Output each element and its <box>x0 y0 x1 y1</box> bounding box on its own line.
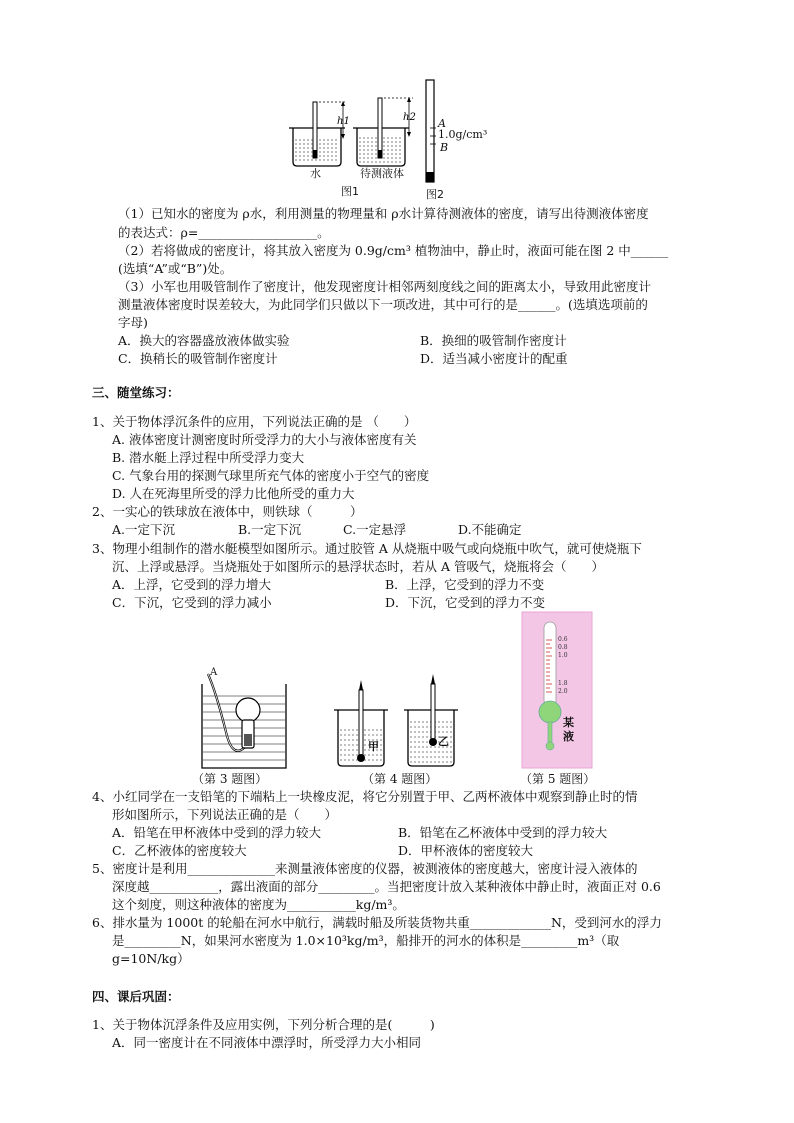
s3-q4-line-1: 4、小红同学在一支铅笔的下端粘上一块橡皮泥，将它分别置于甲、乙两杯液体中观察到静止时的情 <box>92 789 638 804</box>
s3-q1-option-c: C. 气象台用的探测气球里所充气体的密度小于空气的密度 <box>112 468 430 483</box>
s3-q5-line-1: 5、密度计是利用______________来测量液体密度的仪器，被测液体的密度越大，密度计浸入液体的 <box>92 861 638 876</box>
s3-q1-option-d: D. 人在死海里所受的浮力比他所受的重力大 <box>112 486 355 501</box>
s3-q3-option-c: C．下沉，它受到的浮力减小 <box>112 595 272 610</box>
prev-q-line-6: 测量液体密度时误差较大，为此同学们只做以下一项改进，其中可行的是______。(选填选项前的 <box>118 297 648 312</box>
s4-q1: 1、关于物体沉浮条件及应用实例，下列分析合理的是( ) <box>92 1017 435 1032</box>
s3-q2-option-c: C.一定悬浮 <box>343 522 407 537</box>
h1-label: h1 <box>337 116 350 127</box>
fig1-caption: 图1 <box>341 185 359 198</box>
prev-q-line-7: 字母) <box>118 315 148 330</box>
s3-q6-line-2: 是_________N，如果河水密度为 1.0×10³kg/m³，船排开的河水的体积是_________m³（取 <box>112 933 620 948</box>
s3-q3-option-b: B．上浮，它受到的浮力不变 <box>385 577 545 592</box>
s3-q6-line-1: 6、排水量为 1000t 的轮船在河水中航行，满载时船及所装货物共重_____________N，受到河水的浮力 <box>92 915 662 930</box>
s3-q4-option-a: A．铅笔在甲杯液体中受到的浮力较大 <box>112 825 322 840</box>
prev-q-option-b: B．换细的吸管制作密度计 <box>420 333 567 348</box>
figure-q3-submarine-model <box>196 662 296 772</box>
prev-q-line-2: 的表达式：ρ=___________________。 <box>118 225 330 240</box>
s4-q1-option-a: A．同一密度计在不同液体中漂浮时，所受浮力大小相同 <box>112 1035 422 1050</box>
fig2-value: 1.0g/cm³ <box>438 128 488 141</box>
fig5-liquid-label-2: 液 <box>563 730 574 743</box>
s3-q4-option-d: D．甲杯液体的密度较大 <box>398 843 534 858</box>
fig3-tube-label: A <box>210 667 218 678</box>
s3-q4-option-b: B．铅笔在乙杯液体中受到的浮力较大 <box>398 825 608 840</box>
fig2-mark-b: B <box>440 141 449 154</box>
fig5-tick-18: 1.8 <box>558 680 568 687</box>
s3-q3-option-a: A．上浮，它受到的浮力增大 <box>112 577 272 592</box>
fig5-tick-20: 2.0 <box>558 688 568 695</box>
prev-q-line-3: （2）若将做成的密度计，将其放入密度为 0.9g/cm³ 植物油中，静止时，液面可能在图 2 中______ <box>118 243 669 258</box>
fig2-caption: 图2 <box>426 188 444 201</box>
prev-q-option-d: D．适当减小密度计的配重 <box>420 351 568 366</box>
fig5-tick-06: 0.6 <box>558 636 568 643</box>
fig5-tick-10: 1.0 <box>558 652 568 659</box>
s3-q4-option-c: C．乙杯液体的密度较大 <box>112 843 247 858</box>
s3-q3-line-1: 3、物理小组制作的潜水艇模型如图所示。通过胶管 A 从烧瓶中吸气或向烧瓶中吹气，就可使烧瓶下 <box>92 541 642 556</box>
fig4-caption: （第 4 题图） <box>362 772 438 786</box>
prev-q-option-a: A．换大的容器盛放液体做实验 <box>118 333 290 348</box>
s3-q2-option-a: A.一定下沉 <box>112 522 176 537</box>
prev-q-line-1: （1）已知水的密度为 ρ水，利用测量的物理量和 ρ水计算待测液体的密度，请写出待测液体密度 <box>118 206 649 221</box>
s3-q2-option-d: D.不能确定 <box>458 522 522 537</box>
figure-1-beakers <box>285 80 425 198</box>
beaker-jia <box>334 680 388 766</box>
prev-q-option-c: C．换稍长的吸管制作密度计 <box>118 351 278 366</box>
beaker-yi <box>404 674 458 766</box>
prev-q-line-4: (选填“A”或“B”)处。 <box>118 261 233 276</box>
s3-q4-line-2: 形如图所示，下列说法正确的是（ ） <box>112 807 338 822</box>
fig1-test-liquid-label: 待测液体 <box>360 167 404 180</box>
s3-q1-option-b: B. 潜水艇上浮过程中所受浮力变大 <box>112 450 305 465</box>
s3-q2-option-b: B.一定下沉 <box>238 522 302 537</box>
h2-label: h2 <box>403 112 416 123</box>
fig4-yi-label: 乙 <box>438 735 449 748</box>
s3-q1: 1、关于物体浮沉条件的应用，下列说法正确的是 （ ） <box>92 414 417 429</box>
s3-q3-line-2: 沉、上浮或悬浮。当烧瓶处于如图所示的悬浮状态时，若从 A 管吸气，烧瓶将会（ ） <box>112 559 604 574</box>
fig2-mark-a: A <box>438 117 446 130</box>
fig5-tick-08: 0.8 <box>558 644 568 651</box>
beaker-water <box>289 101 347 166</box>
section-4-title: 四、课后巩固： <box>92 989 180 1004</box>
s3-q5-line-3: 这个刻度，则这种液体的密度为___________kg/m³。 <box>112 897 405 912</box>
figure-q4-pencils <box>330 670 470 770</box>
fig1-water-label: 水 <box>310 167 321 180</box>
fig4-jia-label: 甲 <box>368 740 379 753</box>
beaker-test-liquid <box>353 97 413 166</box>
fig5-caption: （第 5 题图） <box>520 772 596 786</box>
s3-q5-line-2: 深度越___________，露出液面的部分_________。当把密度计放入某种液体中静止时，液面正对 0.6 <box>112 879 661 894</box>
section-3-title: 三、随堂练习： <box>92 385 180 400</box>
s3-q3-option-d: D．下沉，它受到的浮力不变 <box>385 595 546 610</box>
fig3-caption: （第 3 题图） <box>192 772 268 786</box>
s3-q2: 2、一实心的铁球放在液体中，则铁球（ ） <box>92 504 363 519</box>
s3-q6-line-3: g=10N/kg） <box>112 951 190 966</box>
s3-q1-option-a: A. 液体密度计测密度时所受浮力的大小与液体密度有关 <box>112 432 417 447</box>
prev-q-line-5: （3）小军也用吸管制作了密度计，他发现密度计相邻两刻度线之间的距离太小，导致用此密度计 <box>118 279 651 294</box>
fig5-liquid-label-1: 某 <box>563 716 574 729</box>
